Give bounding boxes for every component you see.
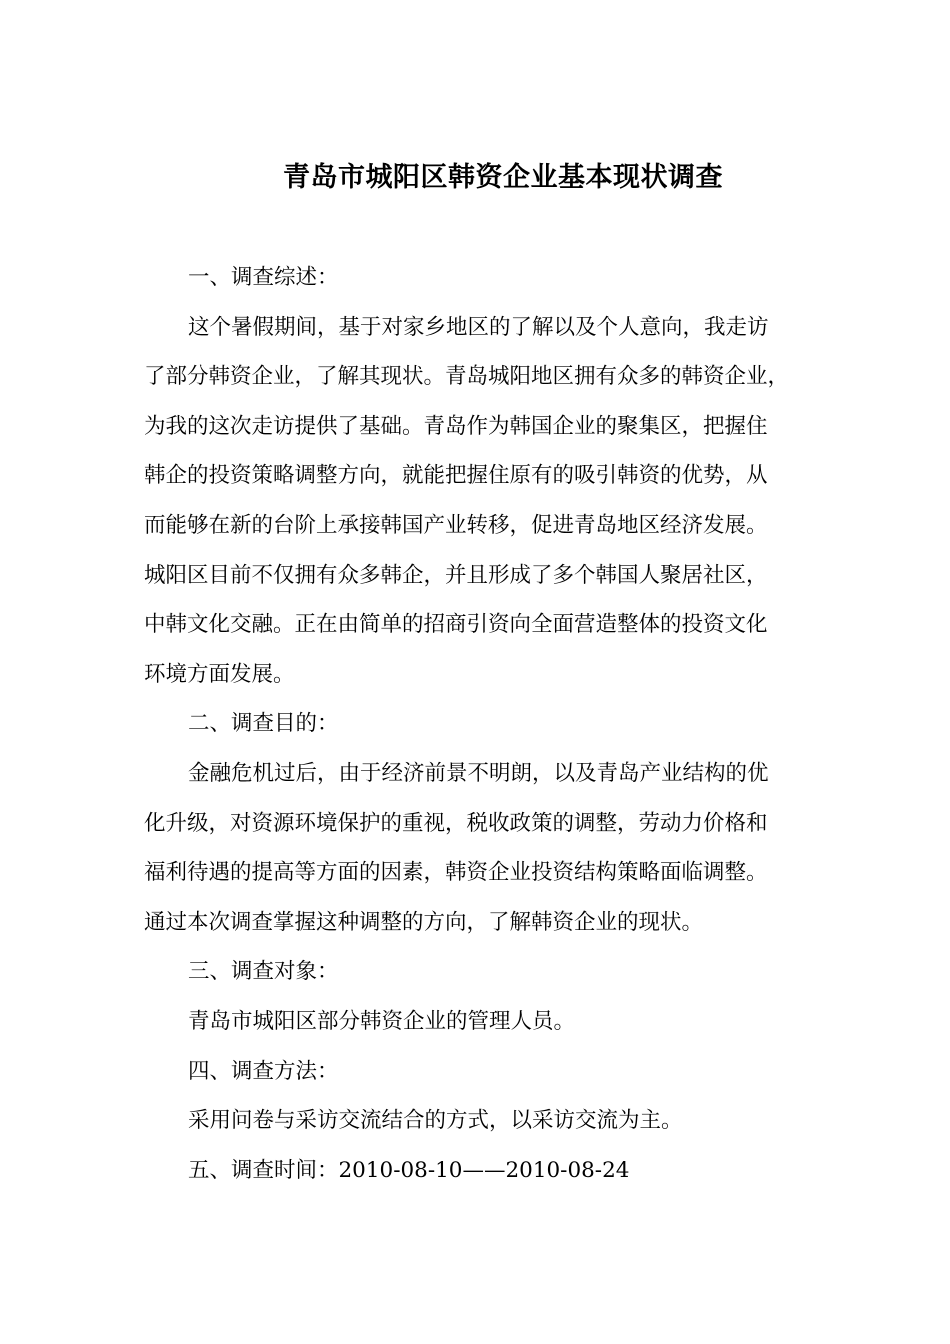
paragraph-line: 中韩文化交融。正在由简单的招商引资向全面营造整体的投资文化 (144, 612, 768, 638)
paragraph-line: 韩企的投资策略调整方向，就能把握住原有的吸引韩资的优势，从 (144, 463, 768, 489)
paragraph-line: 金融危机过后，由于经济前景不明朗，以及青岛产业结构的优 (188, 760, 769, 786)
section-paragraph-overview (144, 303, 808, 353)
paragraph-line: 了部分韩资企业，了解其现状。青岛城阳地区拥有众多的韩资企业， (144, 364, 790, 390)
paragraph-line: 这个暑假期间，基于对家乡地区的了解以及个人意向，我走访 (188, 314, 769, 340)
section-paragraph-purpose (144, 749, 808, 799)
paragraph-continuation (144, 352, 808, 699)
paragraph-line: 城阳区目前不仅拥有众多韩企，并且形成了多个韩国人聚居社区， (144, 562, 768, 588)
section-paragraph-subjects (144, 997, 808, 1047)
paragraph-line: 福利待遇的提高等方面的因素，韩资企业投资结构策略面临调整。 (144, 860, 768, 886)
paragraph-line: 为我的这次走访提供了基础。青岛作为韩国企业的聚集区，把握住 (144, 413, 768, 439)
paragraph-line: 青岛市城阳区部分韩资企业的管理人员。 (188, 1008, 576, 1034)
paragraph-line: 而能够在新的台阶上承接韩国产业转移，促进青岛地区经济发展。 (144, 512, 768, 538)
section-heading-purpose: 二、调查目的： (188, 711, 339, 737)
section-heading-time: 五、调查时间：2010-08-10——2010-08-24 (188, 1157, 630, 1183)
paragraph-line: 化升级，对资源环境保护的重视，税收政策的调整，劳动力价格和 (144, 810, 768, 836)
section-heading-subjects: 三、调查对象： (188, 959, 339, 985)
paragraph-line: 采用问卷与采访交流结合的方式，以采访交流为主。 (188, 1108, 683, 1134)
document-title: 青岛市城阳区韩资企业基本现状调查 (283, 162, 723, 193)
paragraph-line: 环境方面发展。 (144, 661, 295, 687)
section-heading-overview: 一、调查综述： (188, 265, 339, 290)
section-paragraph-method (144, 1096, 808, 1146)
paragraph-line: 通过本次调查掌握这种调整的方向，了解韩资企业的现状。 (144, 909, 704, 935)
paragraph-continuation (144, 799, 808, 948)
document-body (144, 253, 808, 1195)
section-heading-method: 四、调查方法： (188, 1058, 339, 1084)
